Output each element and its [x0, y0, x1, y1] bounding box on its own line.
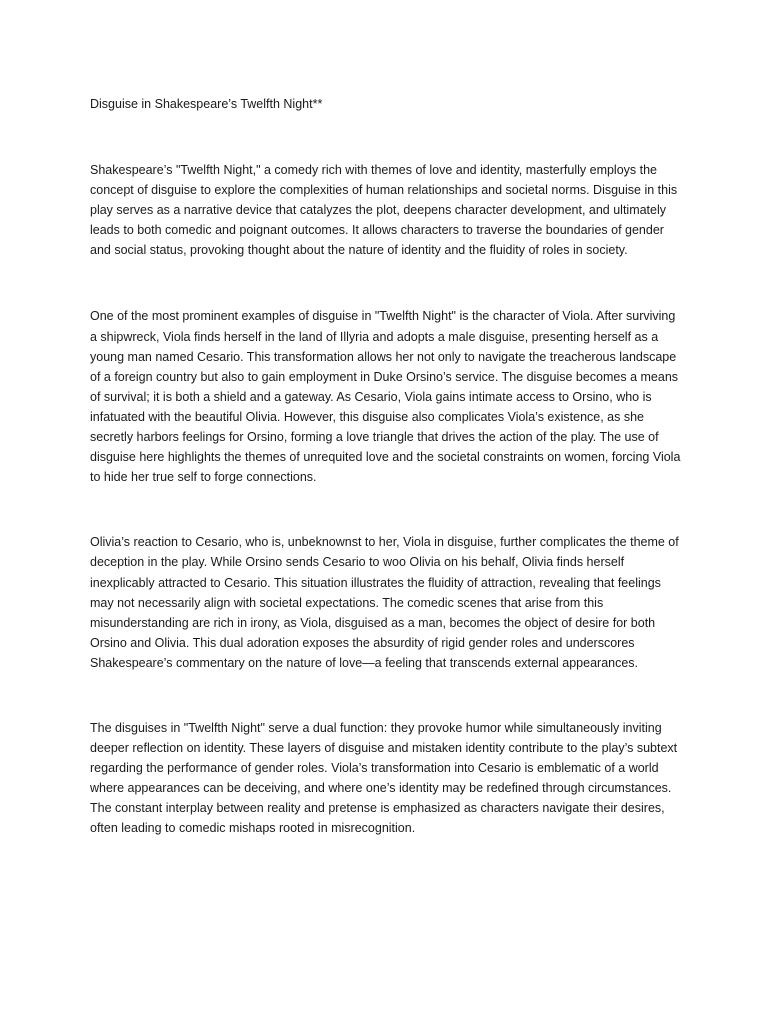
paragraph-dual-function: The disguises in "Twelfth Night" serve a dual function: they provoke humor while simultaneously inviting deeper reflection on identity. These layers of disguise and mistaken identity contribute to the play’s subtext regarding the performance of gender roles. Viola’s transformation into Cesario is emblematic of a world where appearances can be deceiving, and where one’s identity may be redefined through circumstances. The constant interplay between reality and pretense is emphasized as characters navigate their desires, often leading to comedic mishaps rooted in misrecognition. [90, 720, 678, 836]
paragraph-viola-disguise: One of the most prominent examples of disguise in "Twelfth Night" is the character of Viola. After surviving a shipwreck, Viola finds herself in the land of Illyria and adopts a male disguise, presenting herself as a young man named Cesario. This transformation allows her not only to navigate the treacherous landscape of a foreign country but also to gain employment in Duke Orsino’s service. The disguise becomes a means of survival; it is both a shield and a gateway. As Cesario, Viola gains intimate access to Orsino, who is infatuated with the beautiful Olivia. However, this disguise also complicates Viola’s existence, as she secretly harbors feelings for Orsino, forming a love triangle that drives the action of the play. The use of disguise here highlights the themes of unrequited love and the societal constraints on women, forcing Viola to hide her true self to forge connections. [90, 309, 681, 485]
paragraph-olivia-reaction: Olivia’s reaction to Cesario, who is, unbeknownst to her, Viola in disguise, further complicates the theme of deception in the play. While Orsino sends Cesario to woo Olivia on his behalf, Olivia finds herself inexplicably attracted to Cesario. This situation illustrates the fluidity of attraction, revealing that feelings may not necessarily align with societal expectations. The comedic scenes that arise from this misunderstanding are rich in irony, as Viola, disguised as a man, becomes the object of desire for both Orsino and Olivia. This dual adoration exposes the absurdity of rigid gender roles and underscores Shakespeare’s commentary on the nature of love—a feeling that transcends external appearances. [90, 535, 679, 670]
document-body [90, 94, 684, 839]
document-title: Disguise in Shakespeare’s Twelfth Night** [90, 97, 323, 111]
paragraph-intro: Shakespeare’s "Twelfth Night," a comedy rich with themes of love and identity, masterfully employs the concept of disguise to explore the complexities of human relationships and societal norms. Disguise in this play serves as a narrative device that catalyzes the plot, deepens character development, and ultimately leads to both comedic and poignant outcomes. It allows characters to traverse the boundaries of gender and social status, provoking thought about the nature of identity and the fluidity of roles in society. [90, 163, 678, 258]
